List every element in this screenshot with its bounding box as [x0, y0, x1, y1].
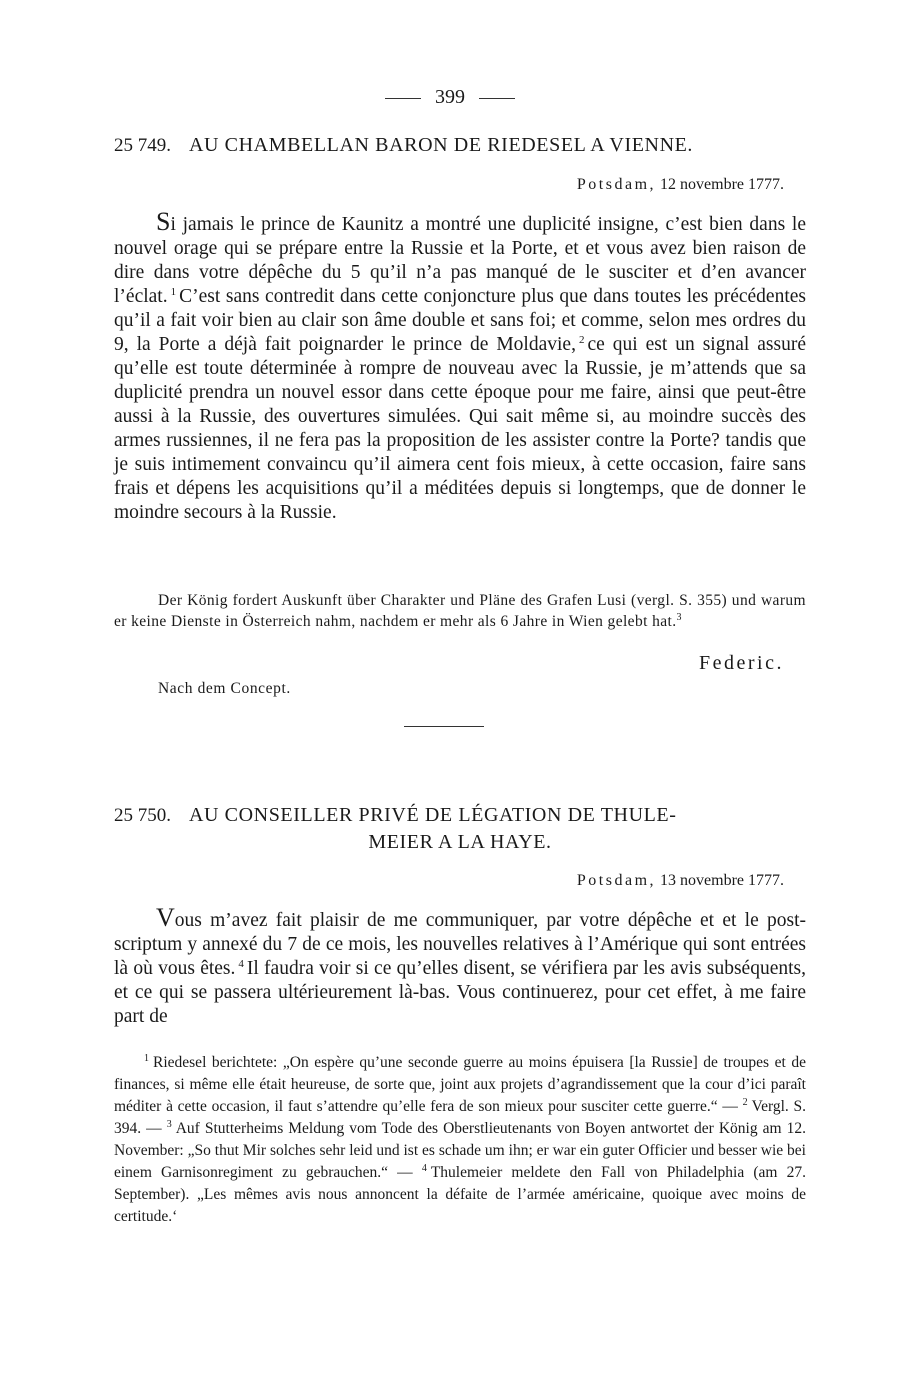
footnote-text: Thulemeier meldete den Fall von Philadelphia (am 27. September). „Les mêmes avis nous annoncent la défaite de l’armée américaine, quoique avec moins de certitude.‘	[114, 1164, 806, 1225]
footnote-mark: 4	[421, 1162, 427, 1174]
body-text: C’est sans contredit dans cette conjoncture plus que dans toutes les précédentes qu’il a fait voir bien au clair son âme double et sans foi; et comme, selon mes ordres du 9, la Porte a déjà fait poignarder le prince de Moldavie,	[114, 286, 806, 355]
footnote-ref: 2	[578, 333, 585, 346]
page-header	[0, 86, 900, 109]
footnote-text: Riedesel berichtete: „On espère qu’une seconde guerre au moins épuisera [la Russie] de troupes et de finances, si même elle était heureuse, de sorte que, joint aux projets d’agrandissement que la cour d’ici paraît méditer à cette occasion, il faut s’attendre qu’elle fera de son mieux pour susciter cette guerre.“ —	[114, 1054, 806, 1115]
footnote-text: Auf Stutterheims Meldung vom Tode des Oberstlieutenants von Boyen antwortet der König am 12. November: „So thut Mir solches sehr leid und ist es schade um ihn; er war ein guter Officier und besser wie bei einem Garnisonregiment zu gebrauchen.“ —	[114, 1120, 806, 1181]
letter-body	[114, 207, 807, 525]
footnote-mark: 1	[144, 1052, 149, 1064]
page-number: 399	[435, 86, 465, 108]
letter-number: 25 749.	[114, 135, 171, 156]
letter-title: AU CONSEILLER PRIVÉ DE LÉGATION DE THULE-	[189, 804, 677, 826]
letter-heading	[114, 132, 806, 159]
dateline	[114, 872, 784, 890]
header-left-dash	[385, 98, 421, 99]
footnote-ref: 3	[676, 611, 682, 623]
footnotes	[114, 1052, 806, 1228]
editor-note	[114, 590, 806, 632]
editor-note-text: Der König fordert Auskunft über Charakter und Pläne des Grafen Lusi (vergl. S. 355) und warum er keine Dienste in Österreich nahm, nachdem er mehr als 6 Jahre in Wien gelebt hat.	[114, 592, 806, 630]
body-text: ous m’avez fait plaisir de me communiquer, par votre dépêche et et le post-scriptum y annexé du 7 de ce mois, les nouvelles relatives à l’Amérique qui sont entrées là où vous êtes.	[114, 910, 806, 979]
footnote-ref: 1	[170, 285, 177, 298]
dateline-place: Potsdam,	[576, 176, 657, 193]
letter-title-line2: MEIER A LA HAYE.	[368, 831, 552, 853]
body-text: Il faudra voir si ce qu’elles disent, se vérifiera par les avis subséquents, et ce qui se passera ultérieurement là-bas. Vous continuerez, pour cet effet, à me faire part de	[114, 958, 806, 1027]
dateline-place: Potsdam,	[576, 872, 657, 889]
initial-letter: S	[156, 207, 171, 236]
body-text: ce qui est un signal assuré qu’elle est toute déterminée à rompre de nouveau avec la Russie, je m’attends que sa duplicité prendra un nouvel essor dans cette époque pour me faire, ainsi que peut-être aussi à la Russie, des ouvertures simulées. Qui sait même si, au moindre succès des armes russiennes, il ne fera pas la proposition de les assister contre la Porte? tandis que je suis intimement convaincu qu’il aimera cent fois mieux, à cette occasion, faire sans frais et dépens les acquisitions qu’il a méditées depuis si longtemps, que de donner le moindre secours à la Russie.	[114, 334, 807, 523]
signature: Federic.	[699, 652, 784, 674]
footnote-mark: 2	[742, 1096, 748, 1108]
footnote-mark: 3	[166, 1118, 172, 1130]
header-right-dash	[479, 98, 515, 99]
dateline-date: 12 novembre 1777.	[660, 176, 784, 193]
footnote-ref: 4	[238, 957, 244, 970]
footnote-text: Vergl. S. 394. —	[114, 1098, 806, 1137]
letter-body	[114, 903, 806, 1029]
letter-number: 25 750.	[114, 805, 171, 826]
source-note: Nach dem Concept.	[158, 680, 291, 697]
dateline	[114, 176, 784, 194]
letter-heading	[114, 802, 806, 855]
body-text: i jamais le prince de Kaunitz a montré une duplicité insigne, c’est bien dans le nouvel orage qui se prépare entre la Russie et la Porte, et et vous avez bien raison de dire dans votre dépêche du 5 qu’il n’a pas manqué de le susciter et d’en avancer l’éclat.	[114, 214, 806, 307]
initial-letter: V	[156, 903, 175, 932]
letter-title: AU CHAMBELLAN BARON DE RIEDESEL A VIENNE.	[189, 134, 694, 156]
section-divider	[404, 726, 484, 727]
dateline-date: 13 novembre 1777.	[660, 872, 784, 889]
